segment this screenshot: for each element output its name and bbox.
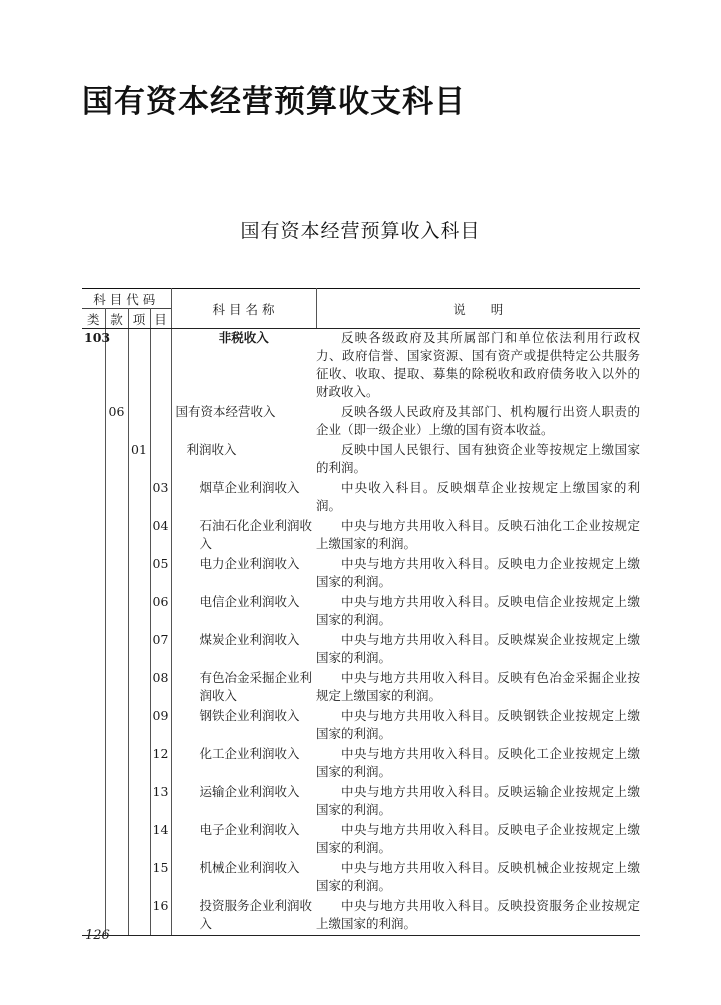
cell-kuan [105,479,128,517]
cell-xiang [128,329,150,404]
cell-lei [82,403,105,441]
cell-desc: 中央收入科目。反映烟草企业按规定上缴国家的利润。 [316,480,640,513]
cell-xiang [128,403,150,441]
header-code-group: 科目代码 [82,289,171,309]
cell-desc: 中央与地方共用收入科目。反映电子企业按规定上缴国家的利润。 [316,822,640,855]
subject-table [82,288,640,936]
cell-name: 有色冶金采掘企业利润收入 [199,670,313,703]
cell-kuan [105,517,128,555]
cell-kuan [105,555,128,593]
cell-lei: 103 [82,329,105,404]
cell-xiang [128,669,150,707]
cell-desc: 中央与地方共用收入科目。反映机械企业按规定上缴国家的利润。 [316,860,640,893]
cell-desc: 反映各级人民政府及其部门、机构履行出资人职责的企业（即一级企业）上缴的国有资本收益。 [316,404,640,437]
cell-kuan [105,745,128,783]
cell-name: 烟草企业利润收入 [199,480,300,495]
cell-lei [82,441,105,479]
cell-xiang [128,821,150,859]
table-row [82,593,640,631]
cell-lei [82,555,105,593]
table-row [82,403,640,441]
cell-kuan [105,441,128,479]
cell-desc: 中央与地方共用收入科目。反映电信企业按规定上缴国家的利润。 [316,594,640,627]
section-title: 国有资本经营预算收入科目 [240,220,481,242]
cell-lei [82,479,105,517]
table-row [82,783,640,821]
cell-name: 非税收入 [218,330,269,345]
cell-mu: 08 [150,669,171,707]
cell-kuan [105,631,128,669]
cell-name: 机械企业利润收入 [199,860,300,875]
cell-mu: 05 [150,555,171,593]
cell-name: 利润收入 [186,442,237,457]
page-number: 126 [85,928,110,943]
cell-desc: 中央与地方共用收入科目。反映电力企业按规定上缴国家的利润。 [316,556,640,589]
cell-kuan: 06 [105,403,128,441]
cell-desc: 中央与地方共用收入科目。反映有色冶金采掘企业按规定上缴国家的利润。 [316,670,640,703]
cell-lei [82,783,105,821]
cell-mu: 03 [150,479,171,517]
cell-mu: 04 [150,517,171,555]
cell-name: 煤炭企业利润收入 [199,632,300,647]
cell-xiang [128,707,150,745]
cell-mu: 12 [150,745,171,783]
cell-desc: 中央与地方共用收入科目。反映煤炭企业按规定上缴国家的利润。 [316,632,640,665]
cell-xiang [128,897,150,936]
cell-mu [150,329,171,404]
cell-kuan [105,821,128,859]
cell-xiang [128,479,150,517]
table-row [82,897,640,936]
cell-lei [82,821,105,859]
cell-xiang [128,517,150,555]
table-body [82,329,640,936]
header-kuan: 款 [105,309,128,329]
cell-lei [82,593,105,631]
cell-name: 国有资本经营收入 [175,404,276,419]
table-row [82,707,640,745]
header-name: 科 目 名 称 [171,289,316,329]
cell-kuan [105,859,128,897]
cell-desc: 反映各级政府及其所属部门和单位依法利用行政权力、政府信誉、国家资源、国有资产或提供特定公共服务征收、收取、提取、募集的除税收和政府债务收入以外的财政收入。 [316,330,640,399]
cell-desc: 中央与地方共用收入科目。反映化工企业按规定上缴国家的利润。 [316,746,640,779]
table-row [82,669,640,707]
page-title: 国有资本经营预算收支科目 [82,84,466,120]
cell-desc: 中央与地方共用收入科目。反映运输企业按规定上缴国家的利润。 [316,784,640,817]
cell-desc: 中央与地方共用收入科目。反映石油化工企业按规定上缴国家的利润。 [316,518,640,551]
cell-kuan [105,593,128,631]
cell-lei [82,859,105,897]
header-desc: 说 明 [316,289,640,329]
table-row [82,821,640,859]
table-row [82,517,640,555]
cell-xiang [128,555,150,593]
cell-name: 电子企业利润收入 [199,822,300,837]
cell-kuan [105,783,128,821]
cell-xiang [128,745,150,783]
cell-desc: 中央与地方共用收入科目。反映钢铁企业按规定上缴国家的利润。 [316,708,640,741]
cell-name: 电力企业利润收入 [199,556,300,571]
cell-xiang [128,783,150,821]
cell-mu: 13 [150,783,171,821]
table-row [82,859,640,897]
table-row [82,441,640,479]
cell-name: 电信企业利润收入 [199,594,300,609]
table-row [82,555,640,593]
cell-name: 钢铁企业利润收入 [199,708,300,723]
cell-mu [150,441,171,479]
cell-name: 投资服务企业利润收入 [171,897,316,936]
cell-name: 石油石化企业利润收入 [199,518,313,551]
cell-xiang [128,593,150,631]
cell-lei [82,745,105,783]
cell-kuan [105,669,128,707]
cell-mu: 06 [150,593,171,631]
cell-name: 运输企业利润收入 [199,784,300,799]
cell-desc: 反映中国人民银行、国有独资企业等按规定上缴国家的利润。 [316,442,640,475]
cell-lei [82,631,105,669]
cell-desc: 中央与地方共用收入科目。反映投资服务企业按规定上缴国家的利润。 [316,897,640,936]
cell-lei [82,517,105,555]
table-row [82,631,640,669]
cell-kuan [105,707,128,745]
cell-mu: 07 [150,631,171,669]
cell-mu: 16 [150,897,171,936]
header-xiang: 项 [128,309,150,329]
cell-mu [150,403,171,441]
header-mu: 目 [150,309,171,329]
cell-lei [82,707,105,745]
cell-mu: 15 [150,859,171,897]
cell-xiang: 01 [128,441,150,479]
cell-xiang [128,631,150,669]
cell-name: 化工企业利润收入 [199,746,300,761]
table-row [82,479,640,517]
cell-xiang [128,859,150,897]
cell-mu: 14 [150,821,171,859]
table-row [82,745,640,783]
table-row [82,329,640,404]
header-lei: 类 [82,309,105,329]
cell-lei [82,669,105,707]
cell-mu: 09 [150,707,171,745]
